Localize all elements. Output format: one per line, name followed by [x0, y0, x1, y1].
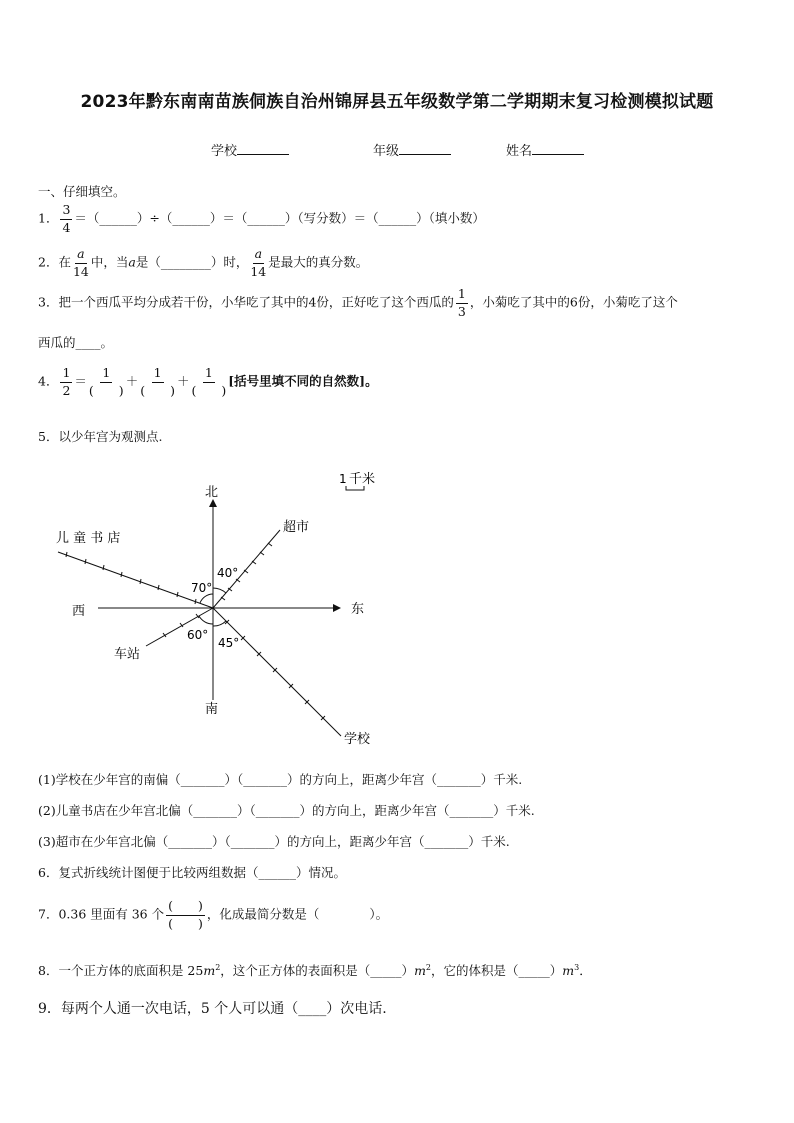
label-supermarket: 超市 [283, 520, 310, 535]
angle-40-label: 40° [217, 566, 239, 580]
angle-60-label: 60° [187, 628, 209, 642]
question-8: 8．一个正方体的底面积是 $25m^2$，这个正方体的表面积是$(\_\_\_\_\_)m^2$，它的体积是$(\_\_\_\_\_)m^3$． [38, 962, 592, 978]
question-2: 2．在 $\frac{a}{14}$ 中，当a是（________）时， $\frac{a}{14}$ 是最大的真分数。 [38, 246, 369, 279]
arc-70 [200, 594, 213, 603]
scale-number: 1 [339, 472, 347, 486]
label-south: 南 [205, 702, 219, 717]
label-east: 东 [351, 602, 365, 617]
scale-unit: 千米 [349, 472, 376, 487]
question-5: 5．以少年宫为观测点. [38, 429, 163, 444]
label-west: 西 [72, 604, 86, 619]
question-3: 3．把一个西瓜平均分成若干份，小华吃了其中的4份，正好吃了这个西瓜的 $\frac{1}{3}$ ，小菊吃了其中的6份，小菊吃了这个 [38, 286, 678, 319]
question-7: 7．0.36 里面有 36 个 $\frac{( )}{( )}$ ，化成最简分数是（ ）。 [38, 898, 389, 931]
arc-60 [199, 616, 213, 624]
question-5-part-3: (3)超市在少年宫北偏（_______）（_______）的方向上，距离少年宫（_______）千米. [38, 834, 510, 849]
label-school: 学校 [344, 732, 371, 747]
angle-45-label: 45° [218, 636, 240, 650]
grade-field: 年级 [373, 140, 451, 159]
ray-bookstore [58, 552, 213, 608]
question-3-line2: 西瓜的____。 [38, 335, 114, 350]
question-5-part-1: (1)学校在少年宫的南偏（_______）（_______）的方向上，距离少年宫（_______）千米. [38, 772, 523, 787]
question-5-part-2: (2)儿童书店在少年宫北偏（_______）（_______）的方向上，距离少年宫（_______）千米. [38, 803, 535, 818]
question-1: 1． $\frac{3}{4}$ ＝（______）÷（______）＝（______）（写分数）＝（______）（填小数） [38, 202, 485, 235]
question-9: 9．每两个人通一次电话，5 个人可以通（____）次电话. [38, 1001, 387, 1017]
arc-45 [213, 621, 226, 626]
question-4: 4． $\frac{1}{2}$ ＝ $\frac{1}{( )}$ ＋ $\frac{1}{( )}$ ＋ $\frac{1}{( )}$ [括号里填不同的自然数]。 [38, 365, 378, 398]
label-north: 北 [205, 485, 219, 500]
name-field: 姓名 [506, 140, 584, 159]
school-field: 学校 [211, 140, 289, 159]
direction-diagram [0, 455, 794, 755]
question-6: 6．复式折线统计图便于比较两组数据（______）情况。 [38, 865, 346, 880]
section-heading: 一、仔细填空。 [38, 184, 126, 199]
ray-school [213, 608, 341, 736]
arc-40 [213, 588, 226, 593]
label-bookstore: 儿 童 书 店 [56, 531, 121, 546]
page-title: 2023年黔东南南苗族侗族自治州锦屏县五年级数学第二学期期末复习检测模拟试题 [80, 92, 714, 112]
angle-70-label: 70° [191, 581, 213, 595]
label-station: 车站 [114, 647, 141, 662]
